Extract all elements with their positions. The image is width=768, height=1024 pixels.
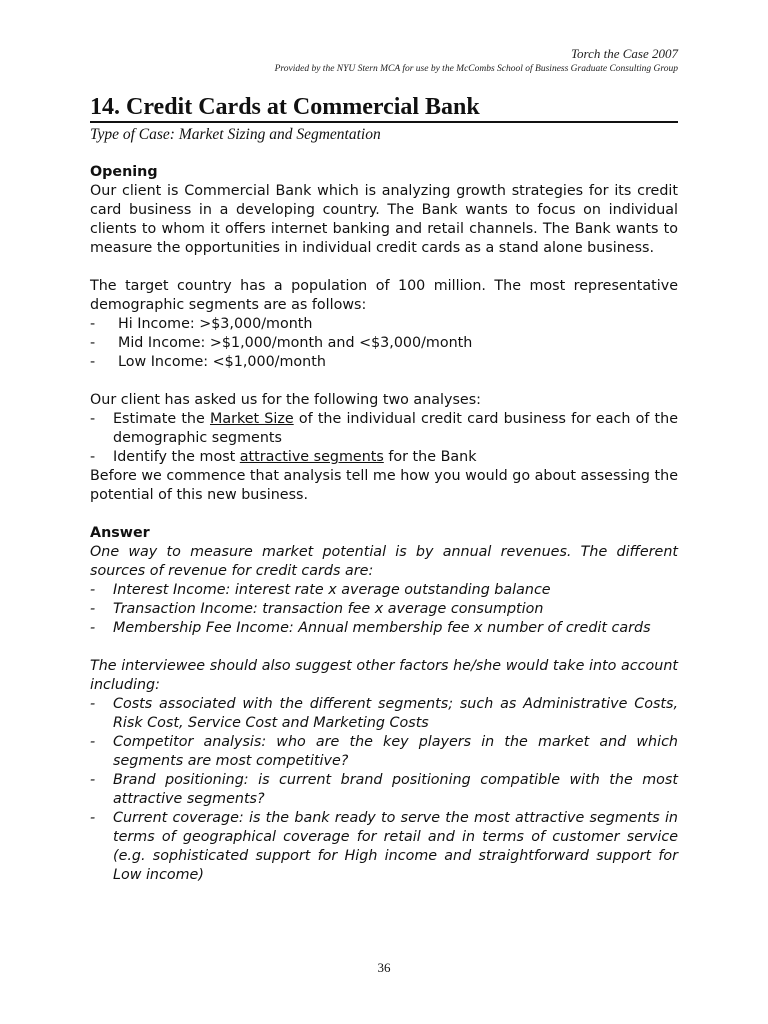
list-item: - Mid Income: >$1,000/month and <$3,000/month	[90, 335, 473, 351]
attractive-segments-term: attractive segments	[239, 449, 384, 465]
answer-paragraph: One way to measure market potential is by annual revenues. The different sources of revenue for credit cards are:	[90, 544, 678, 579]
opening-paragraph: Our client is Commercial Bank which is analyzing growth strategies for its credit card business in a developing country. The Bank wants to focus on individual clients to whom it offers internet banking and retail channels. The Bank wants to measure the opportunities in individual credit cards as a stand alone business.	[90, 183, 678, 256]
list-item: - Membership Fee Income: Annual membership fee x number of credit cards	[90, 620, 651, 636]
case-type: Type of Case: Market Sizing and Segmentation	[90, 126, 381, 143]
analyses-list	[90, 410, 678, 467]
list-item: - Transaction Income: transaction fee x average consumption	[90, 601, 544, 617]
list-item: - Hi Income: >$3,000/month	[90, 316, 313, 332]
list-item: - Competitor analysis: who are the key players in the market and which segments are most competitive?	[90, 734, 678, 769]
question-paragraph: Before we commence that analysis tell me how you would go about assessing the potential of this new business.	[90, 468, 678, 503]
list-item: - Estimate the Market Size of the individual credit card business for each of the demographic segments	[90, 411, 679, 446]
market-size-term: Market Size	[209, 411, 294, 427]
population-paragraph: The target country has a population of 100 million. The most representative demographic segments are as follows:	[90, 278, 678, 313]
header-credit: Provided by the NYU Stern MCA for use by the McCombs School of Business Graduate Consulting Group	[274, 64, 678, 74]
segment-list	[90, 315, 678, 372]
revenue-list	[90, 581, 678, 638]
opening-heading: Opening	[90, 164, 158, 180]
list-item: - Current coverage: is the bank ready to serve the most attractive segments in terms of geographical coverage for retail and in terms of customer service (e.g. sophisticated support for High income and straightforward support for Low income)	[90, 810, 678, 883]
case-title: 14. Credit Cards at Commercial Bank	[90, 93, 678, 123]
factors-intro: The interviewee should also suggest other factors he/she would take into account including:	[90, 658, 678, 693]
analyses-intro: Our client has asked us for the following two analyses:	[90, 392, 481, 408]
case-body	[90, 163, 678, 885]
factors-list	[90, 695, 678, 885]
list-item: - Costs associated with the different segments; such as Administrative Costs, Risk Cost, Service Cost and Marketing Costs	[90, 696, 678, 731]
answer-heading: Answer	[90, 525, 150, 541]
page-number: 36	[377, 960, 391, 975]
list-item: - Interest Income: interest rate x average outstanding balance	[90, 582, 551, 598]
list-item: - Identify the most attractive segments for the Bank	[90, 449, 477, 465]
list-item: - Low Income: <$1,000/month	[90, 354, 326, 370]
list-item: - Brand positioning: is current brand positioning compatible with the most attractive segments?	[90, 772, 678, 807]
header-title: Torch the Case 2007	[570, 46, 678, 61]
